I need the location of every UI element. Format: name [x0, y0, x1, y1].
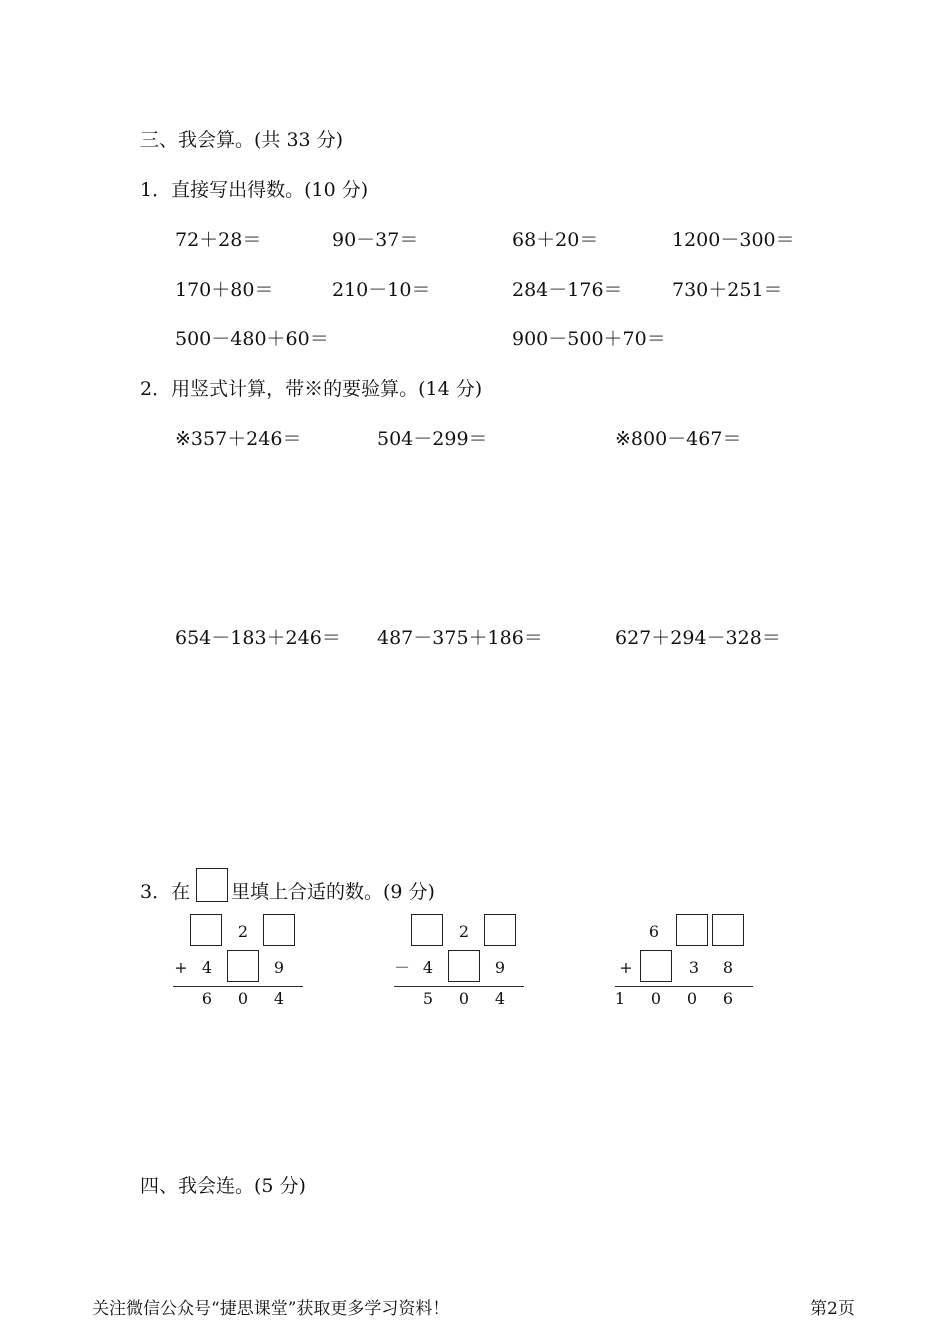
question-1-title: 1．直接写出得数。(10 分) [140, 179, 369, 201]
q2-item-3: ※800－467＝ [615, 428, 742, 450]
p3-top-box-1[interactable] [676, 914, 708, 946]
p2-second-digit-3: 9 [494, 958, 506, 977]
p3-sum-line [615, 986, 753, 987]
p2-result-digit-3: 4 [494, 989, 506, 1008]
p3-top-digit: 6 [648, 922, 660, 941]
p2-result-digit-2: 0 [458, 989, 470, 1008]
q1-item-6: 210－10＝ [332, 279, 431, 301]
question-3-title-suffix: 里填上合适的数。(9 分) [231, 881, 435, 903]
p1-top-box-2[interactable] [263, 914, 295, 946]
q2-item-4: 654－183＋246＝ [175, 627, 341, 649]
q1-item-8: 730＋251＝ [672, 279, 783, 301]
p2-sum-line [394, 986, 524, 987]
p1-result-digit-1: 6 [201, 989, 213, 1008]
q2-item-2: 504－299＝ [377, 428, 488, 450]
p1-result-digit-3: 4 [273, 989, 285, 1008]
section-4-title: 四、我会连。(5 分) [140, 1175, 306, 1197]
p1-mid-box[interactable] [227, 950, 259, 982]
p1-result-digit-2: 0 [237, 989, 249, 1008]
p2-top-box-1[interactable] [411, 914, 443, 946]
p2-top-digit: 2 [458, 922, 470, 941]
p1-top-digit: 2 [237, 922, 249, 941]
p3-result-digit-1: 1 [614, 989, 626, 1008]
q1-item-3: 68＋20＝ [512, 229, 599, 251]
p3-mid-box[interactable] [640, 950, 672, 982]
q1-item-4: 1200－300＝ [672, 229, 795, 251]
p3-result-digit-4: 6 [722, 989, 734, 1008]
p3-top-box-2[interactable] [712, 914, 744, 946]
p3-result-digit-2: 0 [650, 989, 662, 1008]
q1-item-5: 170＋80＝ [175, 279, 274, 301]
q2-item-6: 627＋294－328＝ [615, 627, 781, 649]
q1-item-9: 500－480＋60＝ [175, 328, 329, 350]
q1-item-7: 284－176＝ [512, 279, 623, 301]
q1-item-2: 90－37＝ [332, 229, 419, 251]
p2-operator: － [393, 958, 410, 977]
p1-second-digit-3: 9 [273, 958, 285, 977]
p2-top-box-2[interactable] [484, 914, 516, 946]
section-3-title: 三、我会算。(共 33 分) [140, 129, 344, 151]
p3-second-digit-2: 3 [688, 958, 700, 977]
p1-operator: + [174, 958, 188, 977]
p1-top-box-1[interactable] [190, 914, 222, 946]
q1-item-10: 900－500＋70＝ [512, 328, 666, 350]
question-3-title-prefix: 3．在 [140, 881, 191, 903]
question-2-title: 2．用竖式计算，带※的要验算。(14 分) [140, 378, 483, 400]
p1-sum-line [173, 986, 303, 987]
q2-item-1: ※357＋246＝ [175, 428, 302, 450]
q1-item-1: 72＋28＝ [175, 229, 262, 251]
inline-answer-box [196, 868, 228, 902]
p3-operator: + [619, 958, 633, 977]
p2-second-digit-1: 4 [422, 958, 434, 977]
p3-result-digit-3: 0 [686, 989, 698, 1008]
footer-note: 关注微信公众号“捷思课堂”获取更多学习资料！ [92, 1299, 450, 1319]
p2-result-digit-1: 5 [422, 989, 434, 1008]
p2-mid-box[interactable] [448, 950, 480, 982]
page-number: 第2页 [810, 1299, 855, 1319]
q2-item-5: 487－375＋186＝ [377, 627, 543, 649]
p3-second-digit-3: 8 [722, 958, 734, 977]
p1-second-digit-1: 4 [201, 958, 213, 977]
